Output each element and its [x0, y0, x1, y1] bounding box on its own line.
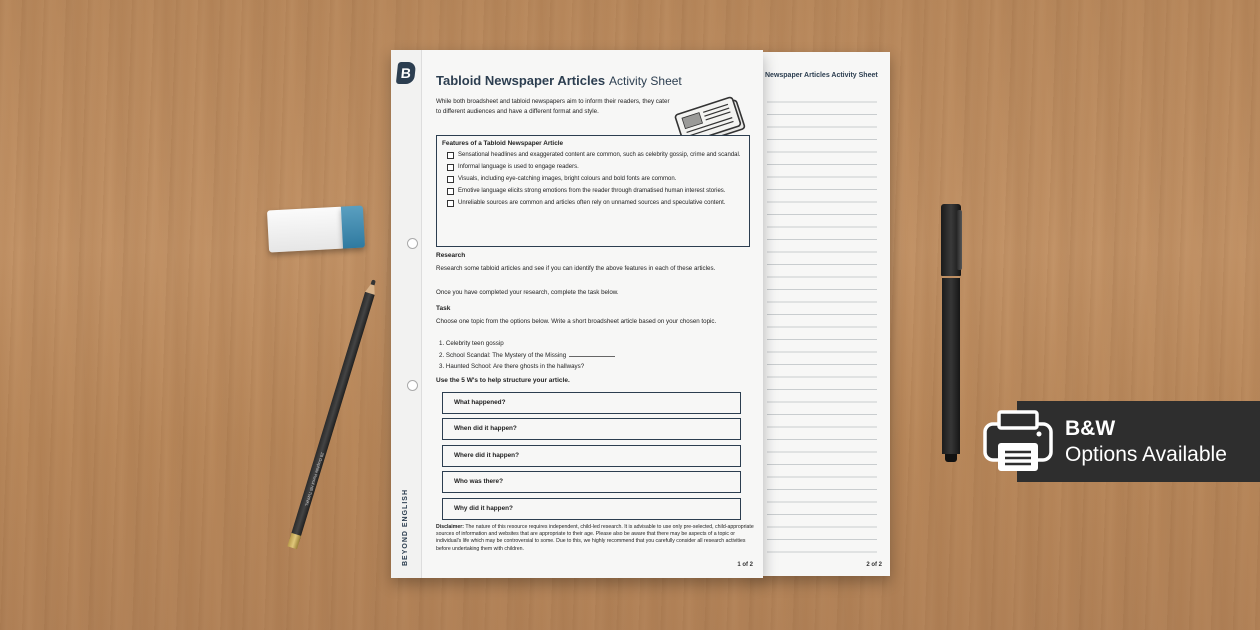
sheet-title-sub: Activity Sheet [609, 74, 682, 88]
feature-item [447, 151, 743, 159]
checkbox-icon[interactable] [447, 152, 454, 159]
question-box[interactable] [442, 471, 741, 493]
question-box[interactable] [442, 418, 741, 440]
writing-lines [767, 90, 877, 560]
question-label: Why did it happen? [454, 505, 513, 512]
sheet-title [436, 73, 682, 88]
badge-subtitle: Options Available [1065, 443, 1227, 466]
features-list [447, 151, 749, 207]
feature-text: Informal language is used to engage readers. [458, 164, 579, 170]
feature-item [447, 175, 743, 183]
badge-title: B&W [1065, 417, 1116, 440]
pencil [280, 278, 381, 569]
question-box[interactable] [442, 392, 741, 414]
disclaimer-text: The nature of this resource requires independent, child-led research. It is advisable to use only pre-selected, child-appropriate sources of information and websites that are appropriate to their age. Please also be aware that there may be aspects of a topic or individual's life which may be controversial to some. Due to this, we highly recommend that you carefully consider all research activities before undertaking them with children. [436, 524, 754, 552]
feature-item [447, 163, 743, 171]
checkbox-icon[interactable] [447, 188, 454, 195]
eraser-white-part [267, 207, 345, 253]
pen-end [945, 454, 957, 462]
five-ws-heading: Use the 5 W's to help structure your article. [436, 377, 570, 384]
pencil-label: 2B Graphite Pencil HB TWINKL [303, 451, 326, 508]
disclaimer [436, 524, 754, 553]
topic-list [439, 338, 615, 373]
eraser-blue-part [341, 206, 365, 249]
task-text: Choose one topic from the options below. Write a short broadsheet article based on your chosen topic. [436, 318, 717, 325]
sheet-side-bar [391, 50, 422, 578]
research-heading: Research [436, 252, 466, 259]
topic-text: 2. School Scandal: The Mystery of the Missing [439, 351, 567, 359]
question-box[interactable] [442, 498, 741, 520]
sheet2-page-number: 2 of 2 [866, 562, 882, 568]
eraser [267, 206, 365, 253]
checkbox-icon[interactable] [447, 176, 454, 183]
question-box[interactable] [442, 445, 741, 467]
topic-text: 3. Haunted School: Are there ghosts in the hallways? [439, 363, 585, 370]
feature-text: Emotive language elicits strong emotions from the reader through dramatised human interest stories. [458, 188, 726, 194]
features-box [436, 135, 750, 247]
feature-text: Visuals, including eye-catching images, bright colours and bold fonts are common. [458, 176, 677, 182]
printer-icon [983, 408, 1053, 474]
brand-name: BEYOND ENGLISH [402, 488, 409, 566]
features-title: Features of a Tabloid Newspaper Article [442, 140, 564, 147]
pen-barrel [942, 278, 960, 454]
pencil-ferrule [287, 533, 301, 549]
checkbox-icon[interactable] [447, 200, 454, 207]
research-text: Research some tabloid articles and see if you can identify the above features in each of these articles. [436, 265, 716, 272]
activity-sheet-page-2 [757, 52, 890, 576]
blank-line [569, 356, 615, 357]
disclaimer-label: Disclaimer: [436, 524, 464, 530]
feature-item [447, 199, 743, 207]
bw-options-badge [1017, 401, 1260, 482]
brand-logo: B [396, 62, 416, 84]
intro-text: While both broadsheet and tabloid newspapers aim to inform their readers, they cater to different audiences and have a different format and style. [436, 98, 670, 115]
pen-clip [957, 210, 962, 270]
sheet2-title: Newspaper Articles Activity Sheet [765, 72, 878, 79]
activity-sheet-page-1 [391, 50, 763, 578]
question-label: Where did it happen? [454, 452, 519, 459]
pen [940, 204, 962, 462]
topic-item [439, 338, 615, 350]
research-text-2: Once you have completed your research, complete the task below. [436, 289, 619, 296]
punch-hole [407, 238, 418, 249]
feature-text: Sensational headlines and exaggerated content are common, such as celebrity gossip, crime and scandal. [458, 152, 741, 158]
question-label: What happened? [454, 399, 506, 406]
question-label: Who was there? [454, 478, 504, 485]
topic-item [439, 361, 615, 373]
pencil-body [290, 292, 375, 542]
feature-item [447, 187, 743, 195]
punch-hole [407, 380, 418, 391]
task-heading: Task [436, 305, 451, 312]
question-label: When did it happen? [454, 425, 517, 432]
checkbox-icon[interactable] [447, 164, 454, 171]
sheet-title-main: Tabloid Newspaper Articles [436, 73, 606, 88]
topic-item [439, 350, 615, 362]
topic-text: 1. Celebrity teen gossip [439, 340, 504, 347]
feature-text: Unreliable sources are common and articles often rely on unnamed sources and speculative content. [458, 200, 726, 206]
sheet1-page-number: 1 of 2 [737, 562, 753, 568]
